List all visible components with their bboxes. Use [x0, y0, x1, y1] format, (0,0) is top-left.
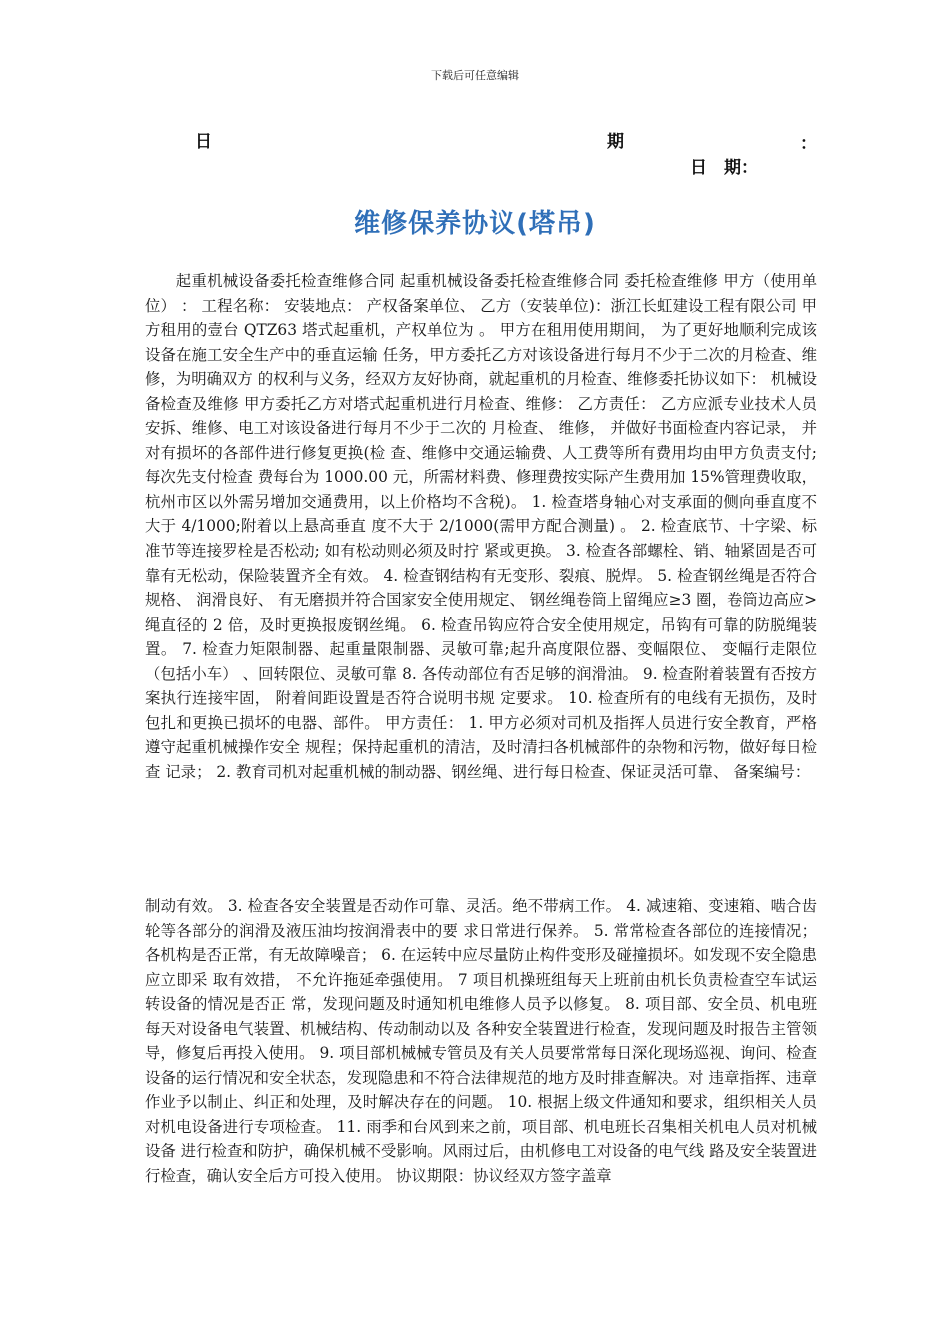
body-paragraph-2: 制动有效。 3. 检查各安全装置是否动作可靠、灵活。绝不带病工作。 4. 减速箱、变速箱、啮合齿轮等各部分的润滑及液压油均按润滑表中的要 求日常进行保养。 5. 常常检查各部位的连接情况；各机构是否正常，有无故障噪音； 6. 在运转中应尽量防止构件变形及碰撞损坏。如发现不安全隐患应立即采 取有效措， 不允许拖延牵强使用。 7 项目机操班组每天上班前由机长负责检查空车试运转设备的情况是否正 常，发现问题及时通知机电维修人员予以修复。 8. 项目部、安全员、机电班每天对设备电气装置、机械结构、传动制动以及 各种安全装置进行检查，发现问题及时报告主管领导，修复后再投入使用。 9. 项目部机械械专管员及有关人员要常常每日深化现场巡视、询问、检查 设备的运行情况和安全状态，发现隐患和不符合法律规范的地方及时排查解决。对 违章指挥、违章作业予以制止、纠正和处理，及时解决存在的问题。 10. 根据上级文件通知和要求，组织相关人员对机电设备进行专项检查。 11. 雨季和台风到来之前，项目部、机电班长召集相关机电人员对机械设备 进行检查和防护，确保机械不受影响。风雨过后，由机修电工对设备的电气线 路及安全装置进行检查，确认安全后方可投入使用。 协议期限：协议经双方签字盖章 — [145, 897, 817, 1186]
date-label-left: 日 — [195, 132, 212, 152]
date-colon: ： — [800, 134, 817, 154]
date-label-mid: 期 — [607, 132, 624, 152]
date-label-second: 日 期： — [690, 158, 758, 178]
body-paragraph-1: 起重机械设备委托检查维修合同 起重机械设备委托检查维修合同 委托检查维修 甲方（使用单位） ： 工程名称： 安装地点： 产权备案单位、 乙方（安装单位)：浙江长虹建设工程有限公司 甲方租用的壹台 QTZ63 塔式起重机，产权单位为 。 甲方在租用使用期间， 为了更好地顺利完成该设备在施工安全生产中的垂直运输 任务，甲方委托乙方对该设备进行每月不少于二次的月检查、维修，为明确双方 的权利与义务，经双方友好协商，就起重机的月检查、维修委托协议如下： 机械设备检查及维修 甲方委托乙方对塔式起重机进行月检查、维修： 乙方责任： 乙方应派专业技术人员安拆、维修、电工对该设备进行每月不少于二次的 月检查、 维修， 并做好书面检查内容记录， 并对有损坏的各部件进行修复更换(检 查、维修中交通运输费、人工费等所有费用均由甲方负责支付;每次先支付检查 费每台为 1000.00 元，所需材料费、修理费按实际产生费用加 15%管理费收取， 杭州市区以外需另增加交通费用，以上价格均不含税)。 1. 检查塔身轴心对支承面的侧向垂直度不大于 4/1000;附着以上悬高垂直 度不大于 2/1000(需甲方配合测量) 。 2. 检查底节、十字梁、标准节等连接罗栓是否松动; 如有松动则必须及时拧 紧或更换。 3. 检查各部螺栓、销、轴紧固是否可靠有无松动，保险装置齐全有效。 4. 检查钢结构有无变形、裂痕、脱焊。 5. 检查钢丝绳是否符合规格、 润滑良好、 有无磨损并符合国家安全使用规定、 钢丝绳卷筒上留绳应≥3 圈，卷筒边高应>绳直径的 2 倍，及时更换报废钢丝绳。 6. 检查吊钩应符合安全使用规定，吊钩有可靠的防脱绳装置。 7. 检查力矩限制器、起重量限制器、灵敏可靠;起升高度限位器、变幅限位、 变幅行走限位（包括小车） 、回转限位、灵敏可靠 8. 各传动部位有否足够的润滑油。 9. 检查附着装置有否按方案执行连接牢固， 附着间距设置是否符合说明书规 定要求。 10. 检查所有的电线有无损伤，及时包扎和更换已损坏的电器、部件。 甲方责任： 1. 甲方必须对司机及指挥人员进行安全教育，严格遵守起重机械操作安全 规程；保持起重机的清洁，及时清扫各机械部件的杂物和污物，做好每日检查 记录； 2. 教育司机对起重机械的制动器、钢丝绳、进行每日检查、保证灵活可靠、 备案编号： — [145, 272, 817, 781]
document-title: 维修保养协议(塔吊) — [354, 209, 596, 239]
page-header-note: 下载后可任意编辑 — [431, 69, 519, 82]
